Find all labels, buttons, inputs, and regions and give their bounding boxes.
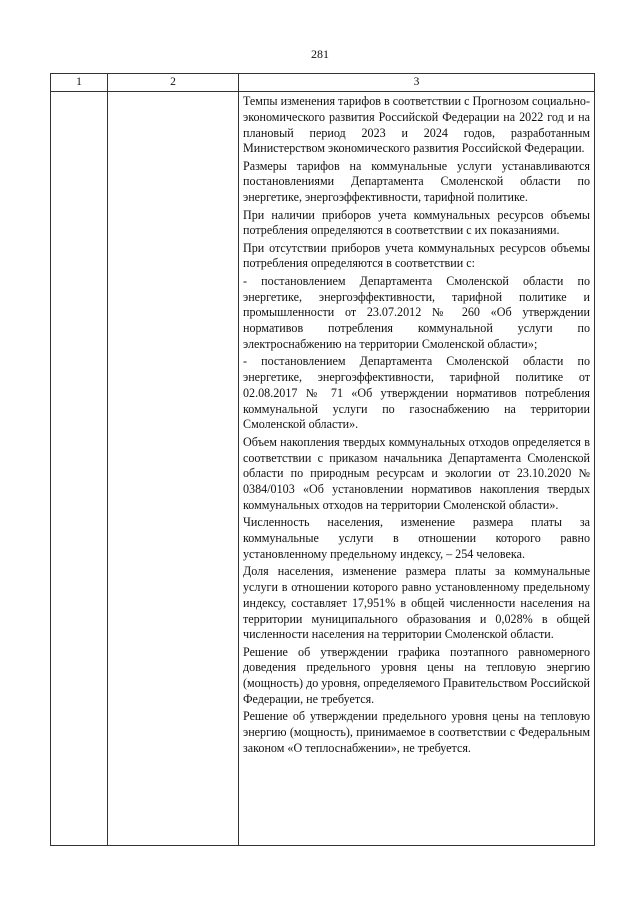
- paragraph-heat-price-level: Решение об утверждении предельного уровня цены на тепловую энергию (мощность), принимаемое в соответствии с Федеральным законом «О теплоснабжении», не требуется.: [243, 709, 590, 755]
- document-table: [50, 73, 595, 846]
- paragraph-electricity-norms: - постановлением Департамента Смоленской области по энергетике, энергоэффективности, тарифной политике и промышленности от 23.07.2012 № 260 «Об утверждении нормативов потребления коммунальной услуги по электроснабжению на территории Смоленской области»;: [243, 273, 590, 351]
- paragraph-meters-present: При наличии приборов учета коммунальных ресурсов объемы потребления определяются в соответствии с их показаниями.: [243, 207, 590, 238]
- body-cell-3: [239, 92, 595, 846]
- paragraph-population-share: Доля населения, изменение размера платы за коммунальные услуги в отношении которого равно установленному предельному индексу, составляет 17,951% в общей численности населения на территории муниципального образования и 0,028% в общей численности населения на территории Смоленской области.: [243, 564, 590, 642]
- paragraph-tariff-rates: Темпы изменения тарифов в соответствии с Прогнозом социально-экономического развития Российской Федерации на 2022 год и на плановый период 2023 и 2024 годов, разработанным Министерством экономического развития Российской Федерации.: [243, 94, 590, 156]
- header-cell-1: 1: [51, 74, 108, 92]
- cell-3-content: [239, 92, 594, 757]
- table-header-row: [51, 74, 595, 92]
- paragraph-gas-norms: - постановлением Департамента Смоленской области по энергетике, энергоэффективности, тарифной политике от 02.08.2017 № 71 «Об утверждении нормативов потребления коммунальной услуги по газоснабжению на территории Смоленской области».: [243, 354, 590, 432]
- page-number: 281: [311, 47, 329, 61]
- body-cell-2: [108, 92, 239, 846]
- body-cell-1: [51, 92, 108, 846]
- table-body-row: [51, 92, 595, 846]
- paragraph-heat-schedule: Решение об утверждении графика поэтапного равномерного доведения предельного уровня цены на тепловую энергию (мощность) до уровня, определяемого Правительством Российской Федерации, не требуется.: [243, 644, 590, 706]
- header-cell-2: 2: [108, 74, 239, 92]
- header-cell-3: 3: [239, 74, 595, 92]
- paragraph-meters-absent: При отсутствии приборов учета коммунальных ресурсов объемы потребления определяются в соответствии с:: [243, 240, 590, 271]
- paragraph-population-count: Численность населения, изменение размера платы за коммунальные услуги в отношении которого равно установленному предельному индексу, – 254 человека.: [243, 515, 590, 561]
- paragraph-waste-norms: Объем накопления твердых коммунальных отходов определяется в соответствии с приказом начальника Департамента Смоленской области по природным ресурсам и экологии от 23.10.2020 № 0384/0103 «Об установлении нормативов накопления твердых коммунальных отходов на территории Смоленской области».: [243, 434, 590, 512]
- paragraph-tariff-sizes: Размеры тарифов на коммунальные услуги устанавливаются постановлениями Департамента Смоленской области по энергетике, энергоэффективности, тарифной политике.: [243, 158, 590, 205]
